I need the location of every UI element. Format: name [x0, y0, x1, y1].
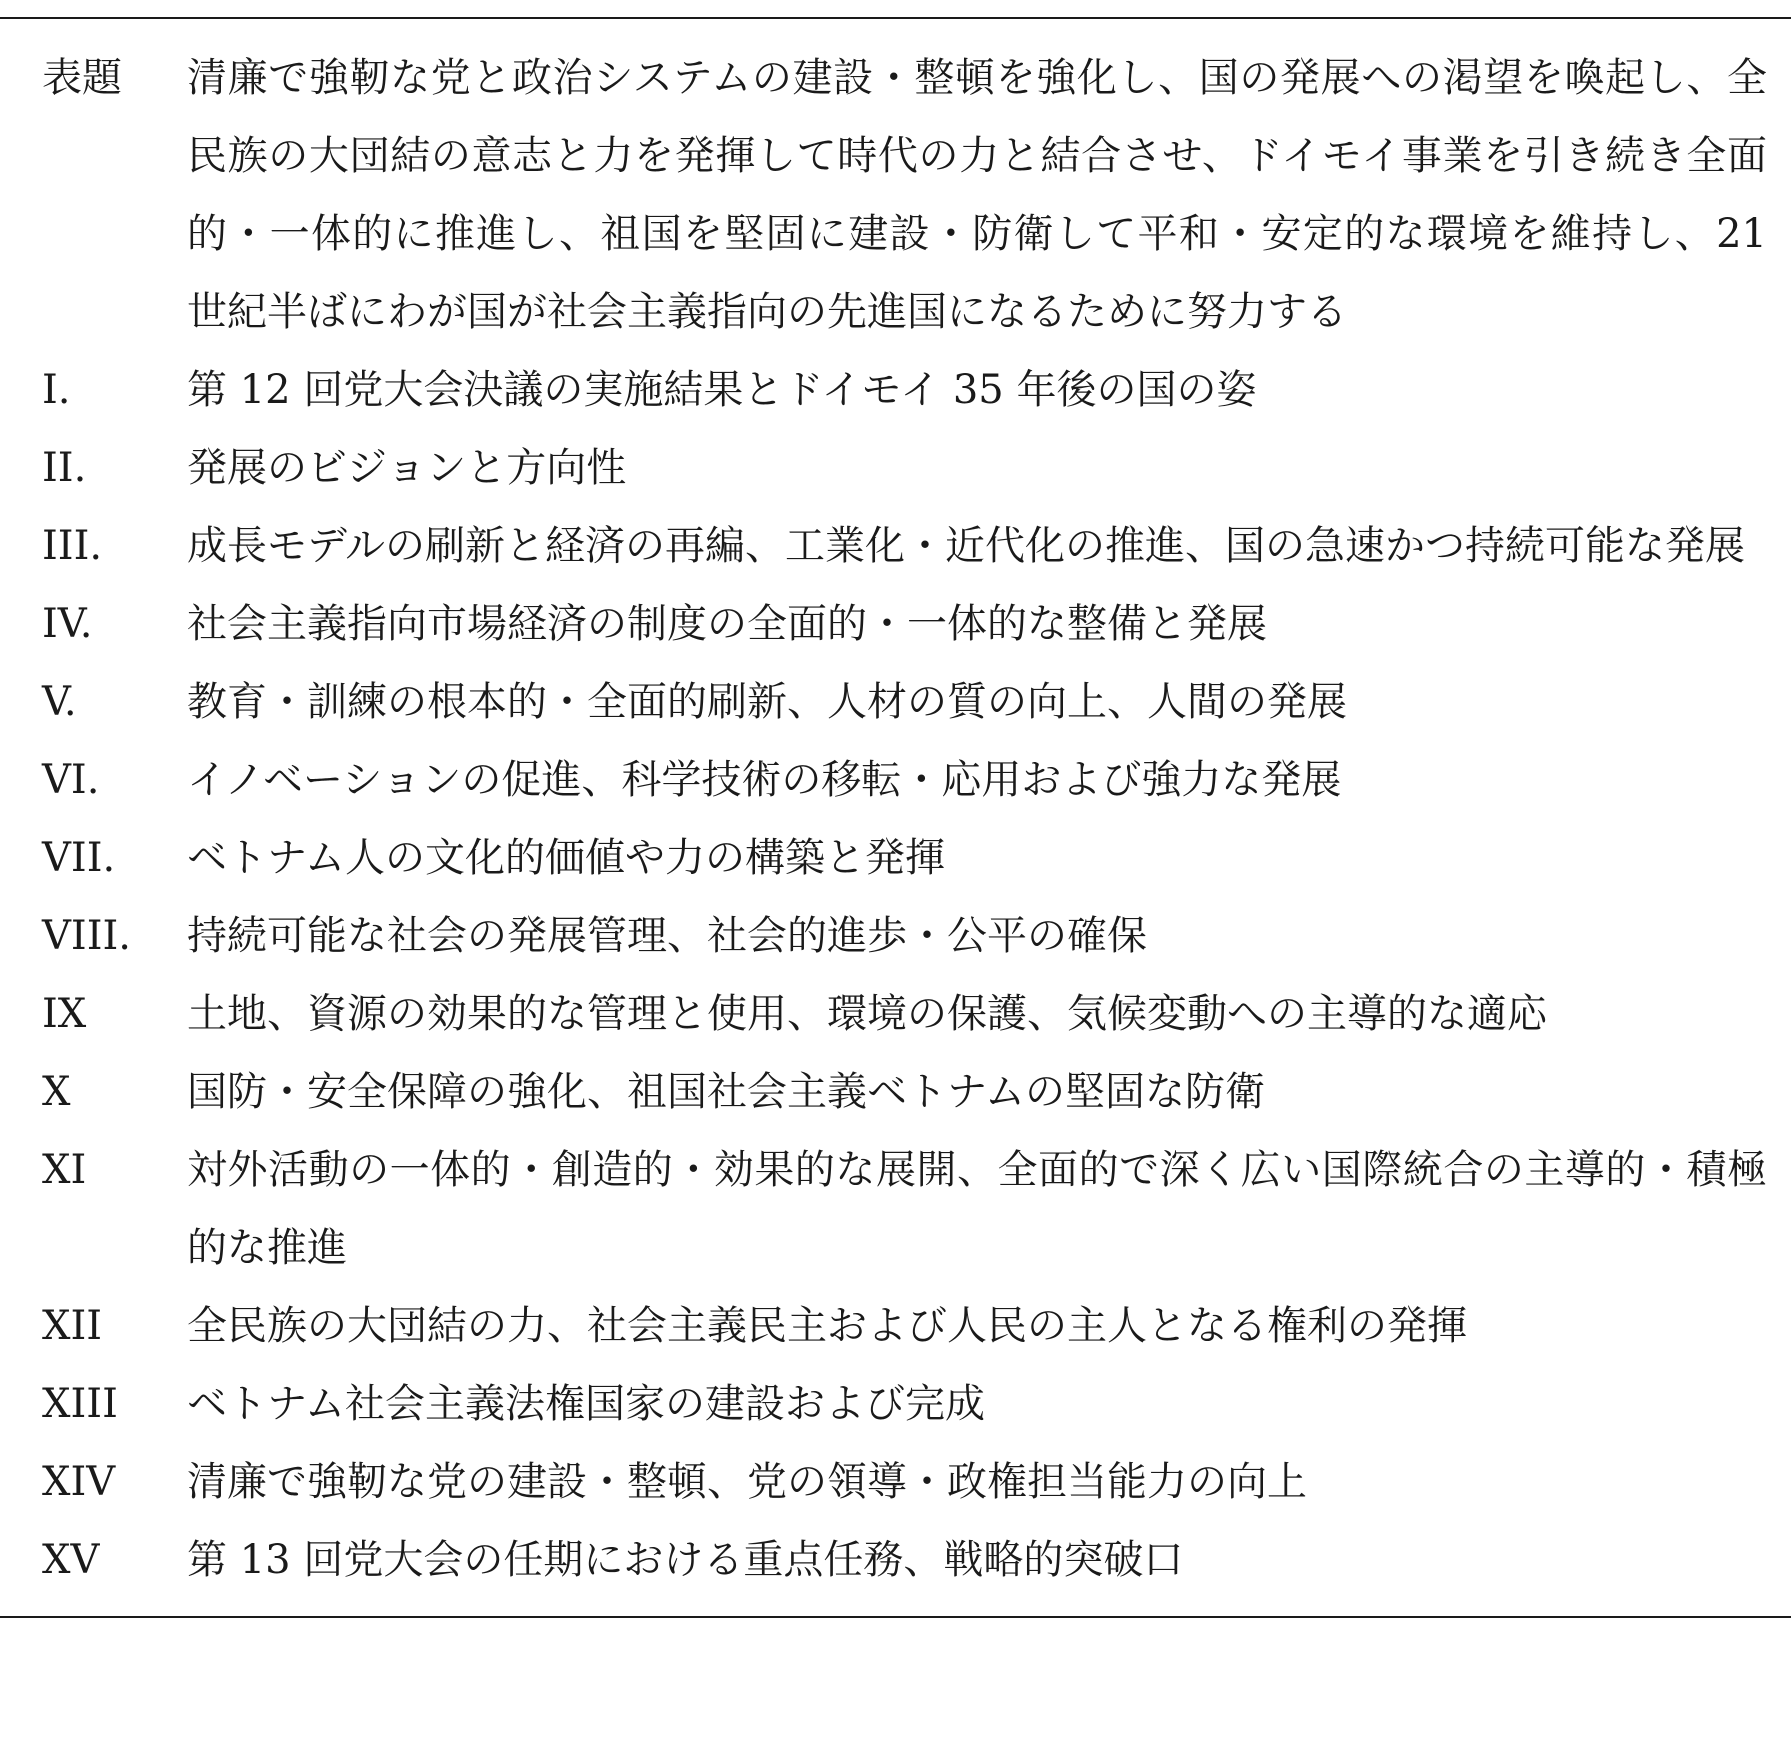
- table-row: [0, 1521, 1791, 1599]
- table-row: [0, 897, 1791, 975]
- row-text: 清廉で強靭な党と政治システムの建設・整頓を強化し、国の発展への渇望を喚起し、全民族の大団結の意志と力を発揮して時代の力と結合させ、ドイモイ事業を引き続き全面的・一体的に推進し、祖国を堅固に建設・防衛して平和・安定的な環境を維持し、21 世紀半ばにわが国が社会主義指向の先進国になるために努力する: [187, 55, 1767, 335]
- row-number: XV: [42, 1537, 100, 1583]
- row-text: 対外活動の一体的・創造的・効果的な展開、全面的で深く広い国際統合の主導的・積極的な推進: [187, 1147, 1767, 1271]
- row-text: 成長モデルの刷新と経済の再編、工業化・近代化の推進、国の急速かつ持続可能な発展: [187, 523, 1745, 569]
- row-text: 土地、資源の効果的な管理と使用、環境の保護、気候変動への主導的な適応: [187, 991, 1547, 1037]
- row-text: 全民族の大団結の力、社会主義民主および人民の主人となる権利の発揮: [187, 1303, 1467, 1349]
- row-number: XIII: [42, 1381, 118, 1427]
- row-number: II.: [42, 445, 87, 491]
- table-row: [0, 975, 1791, 1053]
- row-text: 第 12 回党大会決議の実施結果とドイモイ 35 年後の国の姿: [187, 367, 1257, 413]
- row-text: 清廉で強靭な党の建設・整頓、党の領導・政権担当能力の向上: [187, 1459, 1307, 1505]
- row-number: III.: [42, 523, 103, 569]
- table-row: [0, 1131, 1791, 1287]
- row-number: XI: [42, 1147, 87, 1193]
- row-number: IV.: [42, 601, 93, 647]
- row-number: I.: [42, 367, 71, 413]
- table-row: [0, 819, 1791, 897]
- outline-table: [0, 17, 1791, 1618]
- table-row-title: [0, 39, 1791, 351]
- row-number: X: [42, 1069, 71, 1115]
- table-row: [0, 1053, 1791, 1131]
- row-text: イノベーションの促進、科学技術の移転・応用および強力な発展: [187, 757, 1342, 803]
- table-row: [0, 1365, 1791, 1443]
- row-text: 教育・訓練の根本的・全面的刷新、人材の質の向上、人間の発展: [187, 679, 1347, 725]
- row-number: VI.: [42, 757, 100, 803]
- row-number: V.: [42, 679, 77, 725]
- row-number: VIII.: [42, 913, 132, 959]
- row-number: 表題: [42, 55, 122, 101]
- row-number: XIV: [42, 1459, 116, 1505]
- row-text: 第 13 回党大会の任期における重点任務、戦略的突破口: [187, 1537, 1184, 1583]
- row-text: ベトナム人の文化的価値や力の構築と発揮: [187, 835, 945, 881]
- row-text: 社会主義指向市場経済の制度の全面的・一体的な整備と発展: [187, 601, 1267, 647]
- table-row: [0, 507, 1791, 585]
- table-row: [0, 429, 1791, 507]
- table-row: [0, 663, 1791, 741]
- row-text: 国防・安全保障の強化、祖国社会主義ベトナムの堅固な防衛: [187, 1069, 1265, 1115]
- table-row: [0, 351, 1791, 429]
- row-text: 持続可能な社会の発展管理、社会的進歩・公平の確保: [187, 913, 1147, 959]
- table-row: [0, 1443, 1791, 1521]
- table-row: [0, 585, 1791, 663]
- row-number: VII.: [42, 835, 116, 881]
- table-row: [0, 1287, 1791, 1365]
- row-number: IX: [42, 991, 87, 1037]
- table-row: [0, 741, 1791, 819]
- row-number: XII: [42, 1303, 103, 1349]
- row-text: 発展のビジョンと方向性: [187, 445, 627, 491]
- row-text: ベトナム社会主義法権国家の建設および完成: [187, 1381, 985, 1427]
